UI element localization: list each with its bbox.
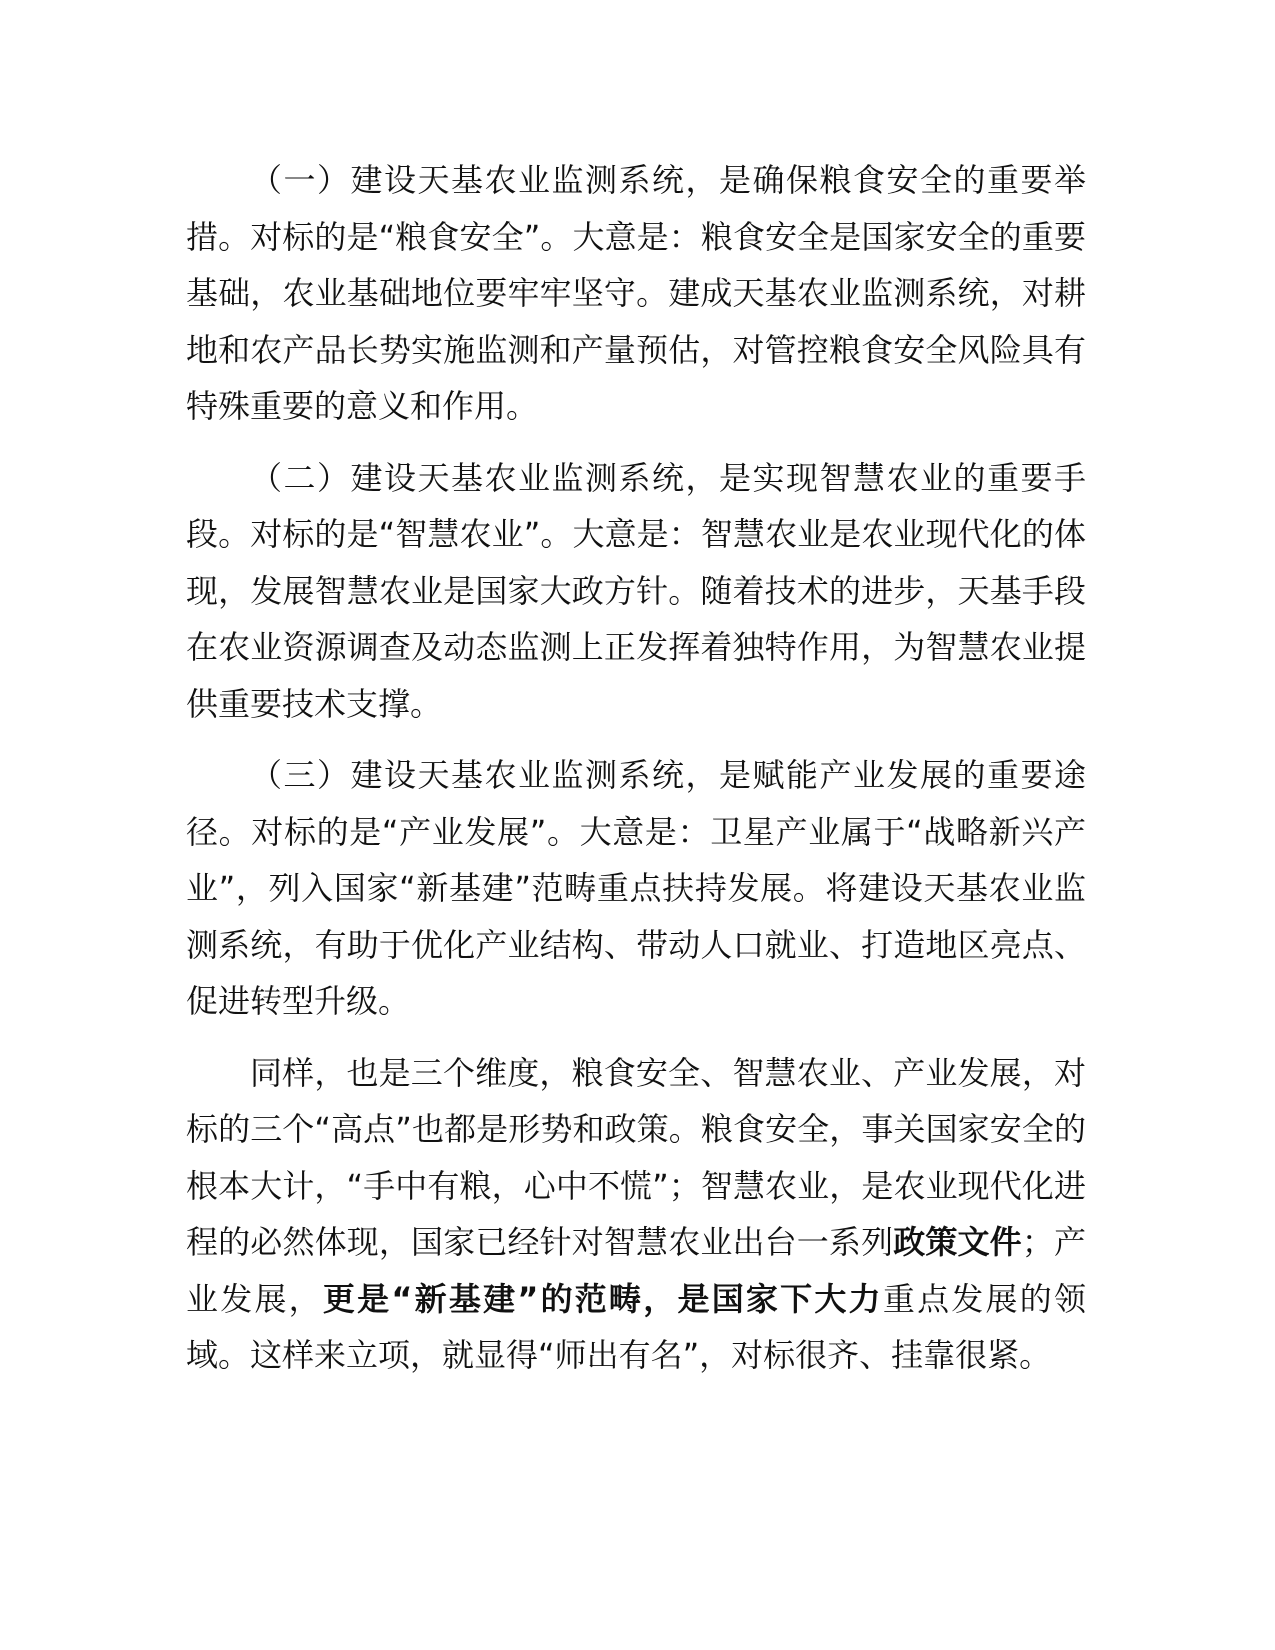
summary-text-part-2: ；产业发展，	[186, 1223, 1086, 1318]
summary-text-new-infrastructure: 更是“新基建”的范畴，是国家下大力	[322, 1279, 883, 1318]
summary-text-part-3: 重点发展的领域。这样来立项，就显得“师出有名”，对标很齐、挂靠很紧。	[186, 1279, 1086, 1374]
document-body	[186, 152, 1086, 1399]
paragraph-summary	[186, 1045, 1086, 1384]
summary-text-part-1: 同样，也是三个维度，粮食安全、智慧农业、产业发展，对标的三个“高点”也都是形势和政策。粮食安全，事关国家安全的根本大计，“手中有粮，心中不慌”；智慧农业，是农业现代化进程的必然体现，国家已经针对智慧农业出台一系列	[186, 1053, 1086, 1261]
summary-text-policy-docs: 政策文件	[893, 1223, 1022, 1261]
paragraph-grain-security: （一）建设天基农业监测系统，是确保粮食安全的重要举措。对标的是“粮食安全”。大意是：粮食安全是国家安全的重要基础，农业基础地位要牢牢坚守。建成天基农业监测系统，对耕地和农产品长势实施监测和产量预估，对管控粮食安全风险具有特殊重要的意义和作用。	[186, 161, 1086, 425]
paragraph-smart-agriculture: （二）建设天基农业监测系统，是实现智慧农业的重要手段。对标的是“智慧农业”。大意是：智慧农业是农业现代化的体现，发展智慧农业是国家大政方针。随着技术的进步，天基手段在农业资源调查及动态监测上正发挥着独特作用，为智慧农业提供重要技术支撑。	[186, 458, 1086, 723]
paragraph-industry-development: （三）建设天基农业监测系统，是赋能产业发展的重要途径。对标的是“产业发展”。大意是：卫星产业属于“战略新兴产业”，列入国家“新基建”范畴重点扶持发展。将建设天基农业监测系统，有助于优化产业结构、带动人口就业、打造地区亮点、促进转型升级。	[186, 756, 1086, 1020]
